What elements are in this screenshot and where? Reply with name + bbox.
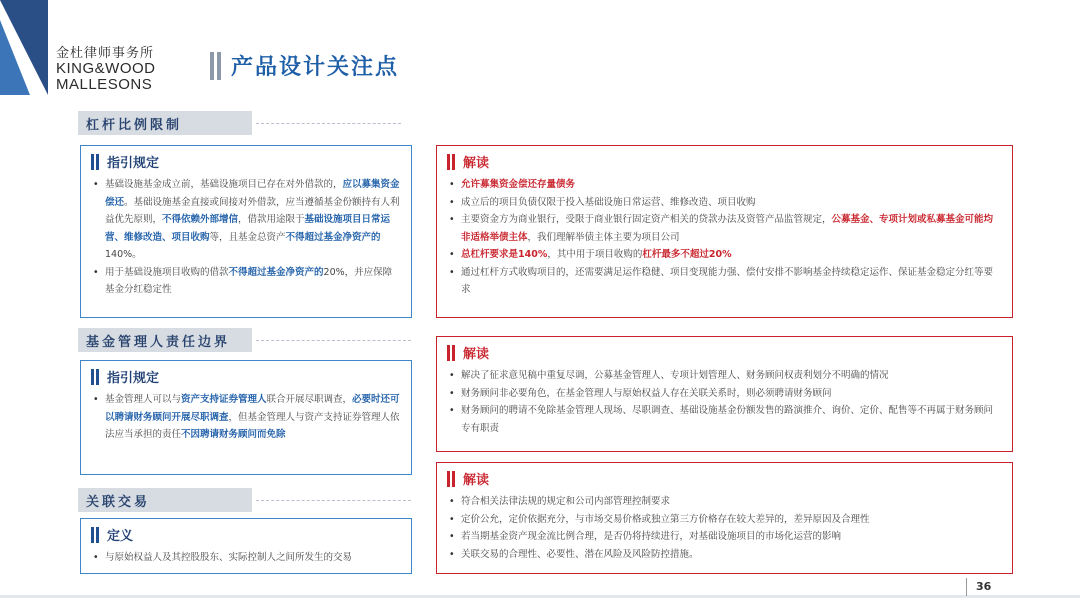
corner-decoration [0,0,48,95]
body-text: 定价公允，定价依据充分，与市场交易价格或独立第三方价格存在较大差异的，差异原因及合理性 [461,513,870,525]
brand-logo [56,46,166,93]
highlight-text: 基础设施项目日常运营、维修改造、项目收购 [105,214,391,243]
body-text: 基金管理人可以与 [105,394,182,405]
list-item [447,176,1002,194]
interpretation-box-related [436,462,1013,574]
interpretation-list [447,367,1002,437]
title-bars-icon [91,527,101,543]
highlight-text: 不得超过基金净资产的 [228,266,324,278]
guide-list [91,391,401,444]
list-item [447,264,1002,299]
section-heading-manager [78,328,252,352]
page-number: 36 [976,580,992,593]
definition-box-related [80,518,412,574]
highlight-text: 允许募集资金偿还存量债务 [461,179,576,190]
section-divider [256,500,411,501]
box-title [91,152,401,171]
body-text: 符合相关法律法规的规定和公司内部管理控制要求 [461,496,671,507]
box-title [447,152,1002,171]
list-item [447,546,1002,564]
list-item [447,402,1002,437]
list-item [447,211,1002,246]
body-text: 用于基础设施项目收购的借款 [105,266,229,278]
box-title-label: 解读 [463,156,490,171]
title-bars-icon [447,345,457,361]
section-heading-label: 基金管理人责任边界 [86,334,231,350]
footer-divider [0,595,1080,598]
body-text: ，我们理解举债主体主要为项目公司 [527,231,680,243]
box-title [91,525,401,544]
list-item [91,549,401,567]
body-text: 财务顾问的聘请不免除基金管理人现场、尽职调查、基础设施基金份额发售的路演推介、询价、定价、配售等不再属于财务顾问专有职责 [461,405,994,434]
section-divider [256,123,401,124]
title-bars-icon [91,369,101,385]
highlight-text: 公募基金、专项计划或私募基金可能均非适格举债主体 [461,214,994,243]
section-heading-label: 关联交易 [86,494,151,510]
brand-name-en-line1: KING&WOOD [56,60,156,77]
page-title-group [210,50,399,81]
section-heading-leverage [78,111,252,135]
list-item [91,176,401,264]
box-title-label: 定义 [107,529,134,544]
list-item [447,385,1002,403]
guide-box-manager [80,360,412,475]
body-text: 联合开展尽职调查， [266,394,353,405]
highlight-text: 不得依赖外部增信 [162,214,239,225]
title-bar-icon [217,52,221,80]
body-text: 若当期基金资产现金流比例合理，是否仍将持续进行，对基础设施项目的市场化运营的影响 [461,531,842,542]
body-text: 通过杠杆方式收购项目的，还需要满足运作稳健、项目变现能力强、偿付安排不影响基金持续稳定运作、保证基金稳定分红等要求 [461,266,994,295]
brand-name-en-line2: MALLESONS [56,76,153,93]
body-text: 等，且基金总资产 [209,231,286,243]
highlight-text: 应以募集资金偿还 [105,179,400,208]
highlight-text: 资产支持证券管理人 [181,394,267,405]
list-item [447,246,1002,264]
guide-list [91,176,401,299]
body-text: ，但基金管理人与资产支持证券管理人依法应当承担的责任 [105,411,400,440]
list-item [447,194,1002,212]
box-title-label: 指引规定 [107,156,160,171]
body-text: 成立后的项目负债仅限于投入基础设施日常运营、维修改造、项目收购 [461,196,756,208]
title-bars-icon [447,471,457,487]
body-text: 基础设施基金成立前，基础设施项目已存在对外借款的， [105,179,343,190]
brand-name-cn: 金杜律师事务所 [56,46,155,61]
page-number-tick [966,578,967,596]
body-text: 财务顾问非必要角色，在基金管理人与原始权益人存在关联关系时，则必须聘请财务顾问 [461,387,832,399]
body-text: ，其中用于项目收购的 [547,249,643,260]
body-text: 。基础设施基金直接或间接对外借款，应当遵循基金份额持有人利益优先原则， [105,196,400,225]
body-text: 解决了征求意见稿中重复尽调，公募基金管理人、专项计划管理人、财务顾问权责利划分不明确的情况 [461,370,889,381]
list-item [91,264,401,299]
list-item [447,493,1002,511]
title-bars-icon [447,154,457,170]
highlight-text: 不因聘请财务顾问而免除 [181,429,286,440]
definition-list [91,549,401,567]
box-title-label: 解读 [463,347,490,362]
box-title [447,469,1002,488]
guide-box-leverage [80,145,412,318]
body-text: 20%，并应保障基金分红稳定性 [105,266,393,295]
title-bar-icon [210,52,214,80]
box-title-label: 解读 [463,473,490,488]
body-text: 关联交易的合理性、必要性、潜在风险及风险防控措施。 [461,548,699,560]
list-item [447,528,1002,546]
highlight-text: 杠杆最多不超过20% [642,249,732,260]
highlight-text: 必要时还可以聘请财务顾问开展尽职调查 [105,394,400,423]
section-divider [256,340,411,341]
highlight-text: 总杠杆要求是140% [461,249,548,260]
interpretation-box-leverage [436,145,1013,318]
interpretation-list [447,493,1002,563]
list-item [447,511,1002,529]
body-text: 140%。 [105,249,142,260]
section-heading-label: 杠杆比例限制 [86,117,183,133]
body-text: ，借款用途限于 [238,214,305,225]
highlight-text: 不得超过基金净资产的 [285,231,381,243]
box-title-label: 指引规定 [107,371,160,386]
list-item [91,391,401,444]
box-title [447,343,1002,362]
page-title: 产品设计关注点 [231,54,400,80]
body-text: 与原始权益人及其控股股东、实际控制人之间所发生的交易 [105,552,353,563]
title-bars-icon [91,154,101,170]
body-text: 主要资金方为商业银行，受限于商业银行固定资产相关的贷款办法及资管产品监管规定， [461,214,832,225]
section-heading-related [78,488,252,512]
interpretation-box-manager [436,336,1013,452]
box-title [91,367,401,386]
list-item [447,367,1002,385]
interpretation-list [447,176,1002,299]
